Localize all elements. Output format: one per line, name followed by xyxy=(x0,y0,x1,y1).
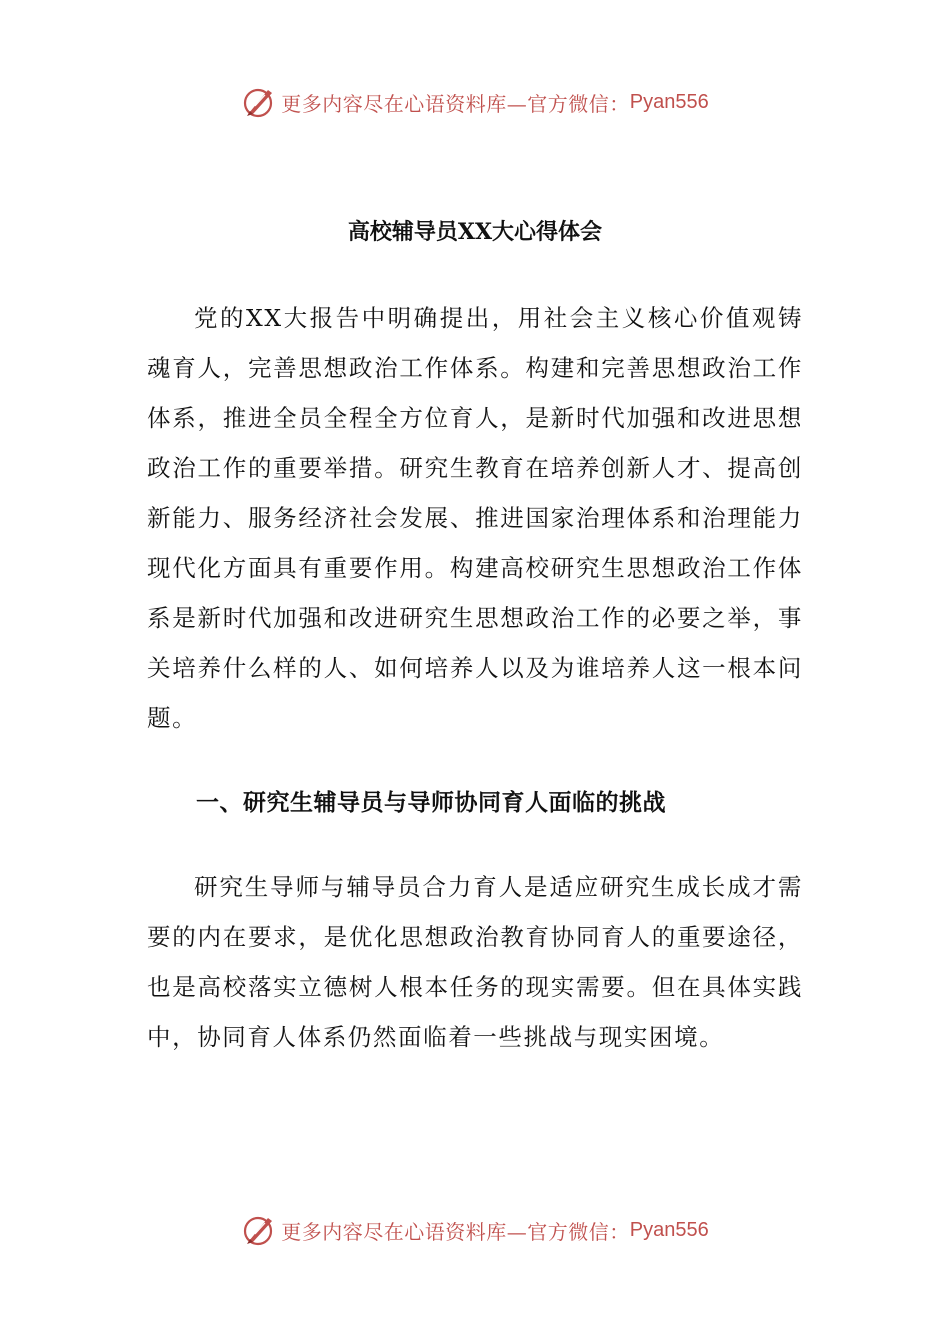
quill-pen-logo-icon xyxy=(241,1212,277,1248)
quill-pen-logo-icon xyxy=(241,84,277,120)
intro-paragraph: 党的XX大报告中明确提出，用社会主义核心价值观铸魂育人，完善思想政治工作体系。构建和完善思想政治工作体系，推进全员全程全方位育人，是新时代加强和改进思想政治工作的重要举措。研究生教育在培养创新人才、提高创新能力、服务经济社会发展、推进国家治理体系和治理能力现代化方面具有重要作用。构建高校研究生思想政治工作体系是新时代加强和改进研究生思想政治工作的必要之举，事关培养什么样的人、如何培养人以及为谁培养人这一根本问题。 xyxy=(147,304,803,732)
footer-wechat-id: Pyan556 xyxy=(629,1218,709,1241)
section-heading: 一、研究生辅导员与导师协同育人面临的挑战 xyxy=(196,789,666,816)
header-banner xyxy=(0,82,950,122)
section-paragraph: 研究生导师与辅导员合力育人是适应研究生成长成才需要的内在要求，是优化思想政治教育协同育人的重要途径，也是高校落实立德树人根本任务的现实需要。但在具体实践中，协同育人体系仍然面临着一些挑战与现实困境。 xyxy=(147,873,803,1051)
header-wechat-id: Pyan556 xyxy=(629,90,709,113)
footer-banner xyxy=(0,1210,950,1250)
footer-banner-text: 更多内容尽在心语资料库—官方微信： xyxy=(281,1219,630,1244)
document-title: 高校辅导员XX大心得体会 xyxy=(347,219,603,245)
header-banner-text: 更多内容尽在心语资料库—官方微信： xyxy=(281,91,630,116)
